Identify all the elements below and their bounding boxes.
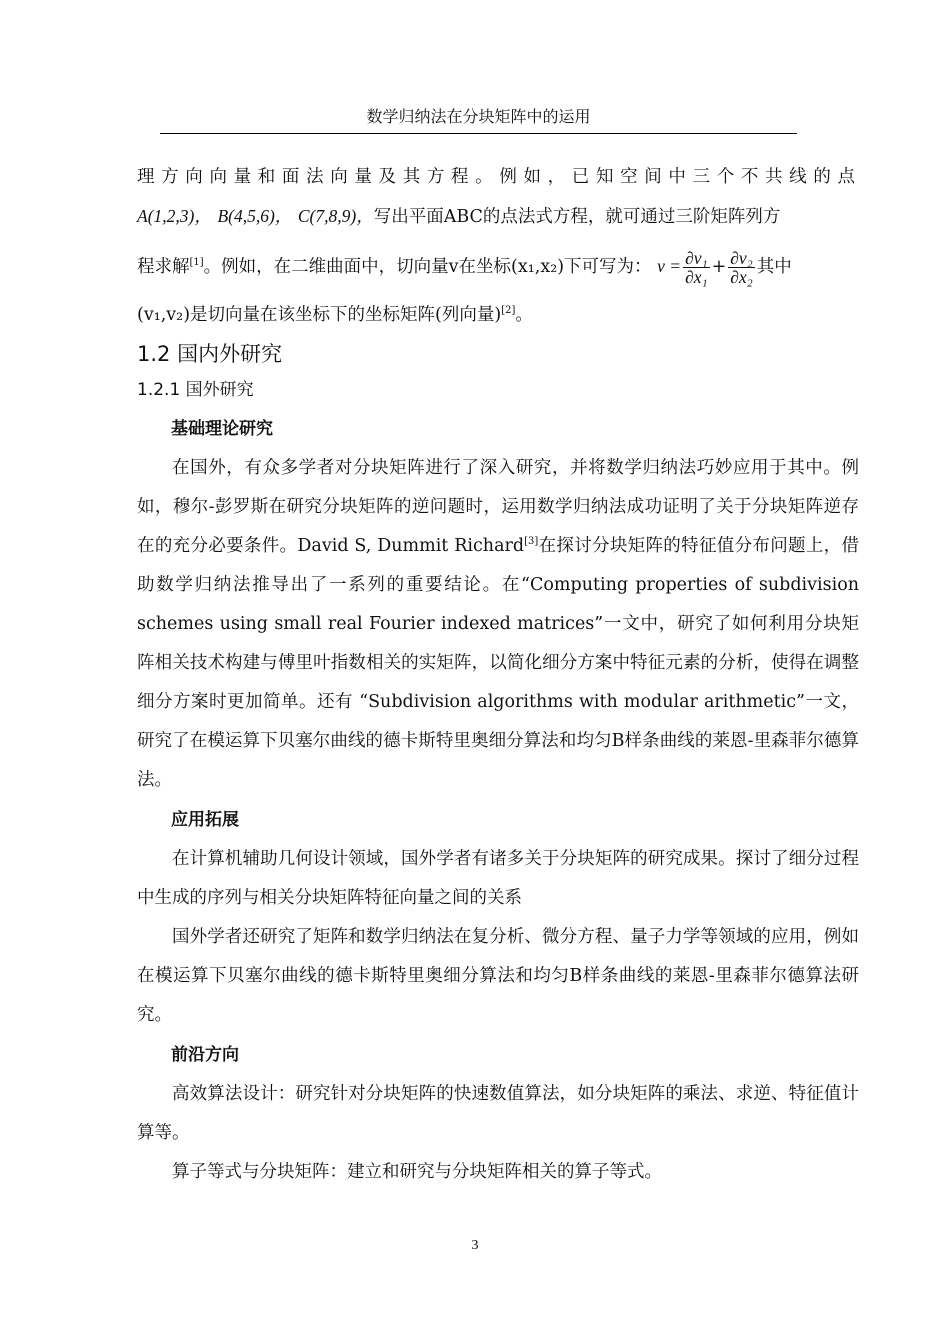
running-header: 数学归纳法在分块矩阵中的运用	[160, 104, 797, 134]
fraction-1-numerator: ∂v₁	[685, 248, 708, 268]
intro-line-3	[137, 237, 859, 296]
intro-line-2-text: 写出平面ABC的点法式方程，就可通过三阶矩阵列方	[373, 207, 781, 227]
equation-fraction-2	[728, 249, 755, 286]
paragraph-applications-2: 国外学者还研究了矩阵和数学归纳法在复分析、微分方程、量子力学等领域的应用，例如在模运算下贝塞尔曲线的德卡斯特里奥细分算法和均匀B样条曲线的莱恩-里森菲尔德算法研究。	[137, 927, 859, 1025]
section-heading-1-2: 1.2 国内外研究	[137, 342, 283, 366]
point-a: A(1,2,3)，	[137, 206, 212, 226]
equation-lhs: v =	[657, 256, 682, 276]
subheading-basic-research: 基础理论研究	[171, 419, 273, 439]
point-b: B(4,5,6)，	[217, 206, 293, 226]
fraction-2-denominator: ∂x₂	[730, 267, 753, 287]
intro-line-4-text: (v₁,v₂)是切向量在该坐标下的坐标矩阵(列向量)	[137, 305, 502, 325]
paragraph-applications-1: 在计算机辅助几何设计领域，国外学者有诸多关于分块矩阵的研究成果。探讨了细分过程中生成的序列与相关分块矩阵特征向量之间的关系	[137, 849, 859, 908]
paragraph-basic-research	[137, 449, 859, 800]
page-number: 3	[471, 1238, 479, 1253]
intro-line-4	[137, 296, 859, 335]
section-heading-1-2-1: 1.2.1 国外研究	[137, 380, 254, 400]
fraction-1-denominator: ∂x₁	[685, 267, 708, 287]
citation-1: [1]	[189, 257, 204, 269]
equation-fraction-1	[683, 249, 710, 286]
subheading-applications: 应用拓展	[171, 810, 239, 830]
intro-line-4-end: 。	[515, 305, 533, 325]
intro-line-3-mid: 。例如，在二维曲面中，切向量v在坐标(x₁,x₂)下可写为：	[203, 257, 652, 277]
intro-line-3-post: 其中	[756, 257, 792, 277]
subheading-frontier: 前沿方向	[171, 1045, 239, 1065]
equation-plus: +	[711, 257, 727, 277]
point-c: C(7,8,9)，	[297, 206, 374, 226]
intro-line-1: 理方向向量和面法向量及其方程。例如，已知空间中三个不共线的点	[137, 167, 859, 187]
paragraph-frontier-2: 算子等式与分块矩阵：建立和研究与分块矩阵相关的算子等式。	[172, 1162, 662, 1182]
citation-3: [3]	[524, 536, 539, 548]
intro-line-2	[137, 197, 859, 237]
citation-2: [2]	[501, 305, 516, 317]
basic-para-b: 在探讨分块矩阵的特征值分布问题上，借助数学归纳法推导出了一系列的重要结论。在“Computing properties of subdivision schemes using small real Fourier indexed matrices”一文中，研究了如何利用分块矩阵相关技术构建与傅里叶指数相关的实矩阵，以简化细分方案中特征元素的分析，使得在调整细分方案时更加简单。还有 “Subdivision algorithms with modular arithmetic”一文，研究了在模运算下贝塞尔曲线的德卡斯特里奥细分算法和均匀B样条曲线的莱恩-里森菲尔德算法。	[137, 536, 860, 790]
basic-para-a: 在国外，有众多学者对分块矩阵进行了深入研究，并将数学归纳法巧妙应用于其中。例如，穆尔-彭罗斯在研究分块矩阵的逆问题时，运用数学归纳法成功证明了关于分块矩阵逆存在的充分必要条件。David S, Dummit Richard	[137, 458, 859, 556]
paragraph-frontier-1: 高效算法设计：研究针对分块矩阵的快速数值算法，如分块矩阵的乘法、求逆、特征值计算等。	[137, 1084, 859, 1143]
fraction-2-numerator: ∂v₂	[730, 248, 753, 268]
page-body	[137, 158, 859, 1192]
intro-line-3-pre: 程求解	[137, 257, 190, 277]
